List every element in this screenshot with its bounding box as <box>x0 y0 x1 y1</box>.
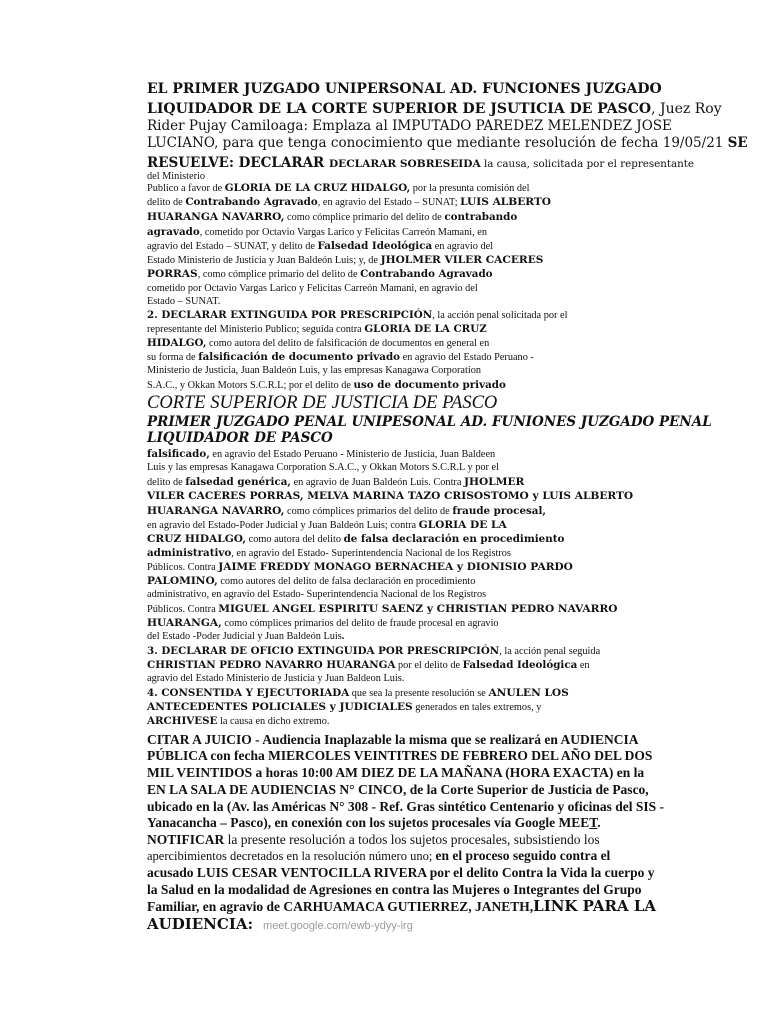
para1-line-8: PORRAS, como cómplice primario del delito de Contrabando Agravado <box>147 268 493 280</box>
citation-line-8: apercibimientos decretados en la resolución número uno; en el proceso seguido contra el <box>147 848 611 863</box>
para3-line-4: VILER CACERES PORRAS, MELVA MARINA TAZO CRISOSTOMO y LUIS ALBERTO <box>147 490 634 502</box>
para3-line-2: Luis y las empresas Kanagawa Corporation S.A.C., y Okkan Motors S.C.R.L y por el <box>147 462 499 473</box>
para3-line-14: del Estado -Poder Judicial y Juan Baldeón Luis. <box>147 631 345 642</box>
para2-line-1: 2. DECLARAR EXTINGUIDA POR PRESCRIPCIÓN, la acción penal solicitada por el <box>147 309 568 321</box>
para1-line-7: Estado Ministerio de Justicia y Juan Baldeón Luis; y, de JHOLMER VILER CACERES <box>147 254 544 266</box>
para2-line-2: representante del Ministerio Publico; seguida contra GLORIA DE LA CRUZ <box>147 323 487 335</box>
para5-line-2: ANTECEDENTES POLICIALES y JUDICIALES generados en tales extremos, y <box>147 701 542 713</box>
para4-line-2: CHRISTIAN PEDRO NAVARRO HUARANGA por el delito de Falsedad Ideológica en <box>147 659 590 671</box>
citation-line-5: ubicado en la (Av. las Américas N° 308 - Ref. Gras sintético Centenario y oficinas del SIS - <box>147 799 664 814</box>
para1-line-6: agravio del Estado – SUNAT, y delito de Falsedad Ideológica en agravio del <box>147 240 494 252</box>
citation-line-12: AUDIENCIA: meet.google.com/ewb-ydyy-irg <box>147 915 413 933</box>
court-subtitle-2: LIQUIDADOR DE PASCO <box>147 430 333 446</box>
para3-line-13: HUARANGA, como cómplices primarios del delito de fraude procesal en agravio <box>147 617 499 629</box>
para3-line-12: Públicos. Contra MIGUEL ANGEL ESPIRITU SAENZ y CHRISTIAN PEDRO NAVARRO <box>147 603 618 615</box>
para2-line-4: su forma de falsificación de documento privado en agravio del Estado Peruano - <box>147 351 534 363</box>
para5-line-3: ARCHIVESE la causa en dicho extremo. <box>147 715 330 727</box>
para3-line-10: PALOMINO, como autores del delito de falsa declaración en procedimiento <box>147 575 476 587</box>
citation-line-11: Familiar, en agravio de CARHUAMACA GUTIERREZ, JANETH,LINK PARA LA <box>147 897 657 915</box>
para4-line-1: 3. DECLARAR DE OFICIO EXTINGUIDA POR PRESCRIPCIÓN, la acción penal seguida <box>147 645 601 657</box>
para3-line-9: Públicos. Contra JAIME FREDDY MONAGO BERNACHEA y DIONISIO PARDO <box>147 561 573 573</box>
header-line-3: Rider Pujay Camiloaga: Emplaza al IMPUTADO PAREDEZ MELENDEZ JOSE <box>147 118 672 134</box>
para3-line-8: administrativo, en agravio del Estado- Superintendencia Nacional de los Registros <box>147 547 511 559</box>
para1-line-1: del Ministerio <box>147 171 206 182</box>
citation-line-10: la Salud en la modalidad de Agresiones en contra las Mujeres o Integrantes del Grupo <box>147 882 642 897</box>
citation-line-9: acusado LUIS CESAR VENTOCILLA RIVERA por el delito Contra la Vida la cuerpo y <box>147 865 655 880</box>
meet-link[interactable]: meet.google.com/ewb-ydyy-irg <box>263 920 413 932</box>
para3-line-11: administrativo, en agravio del Estado- Superintendencia Nacional de los Registros <box>147 589 487 600</box>
para3-line-3: delito de falsedad genérica, en agravio de Juan Baldeón Luis. Contra JHOLMER <box>147 476 525 488</box>
court-title: CORTE SUPERIOR DE JUSTICIA DE PASCO <box>147 393 498 413</box>
citation-line-2: PÚBLICA con fecha MIERCOLES VEINTITRES DE FEBRERO DEL AÑO DEL DOS <box>147 748 653 763</box>
para3-line-6: en agravio del Estado-Poder Judicial y Juan Baldeón Luis; contra GLORIA DE LA <box>147 519 507 531</box>
para2-line-5: Ministerio de Justicia, Juan Baldeón Luis, y las empresas Kanagawa Corporation <box>147 365 482 376</box>
para1-line-3: delito de Contrabando Agravado, en agravio del Estado – SUNAT; LUIS ALBERTO <box>147 196 551 208</box>
header-line-5: RESUELVE: DECLARAR DECLARAR SOBRESEIDA la causa, solicitada por el representante <box>147 155 694 171</box>
para3-line-7: CRUZ HIDALGO, como autora del delito de falsa declaración en procedimiento <box>147 533 565 545</box>
para1-line-2: Publico a favor de GLORIA DE LA CRUZ HIDALGO, por la presunta comisión del <box>147 182 530 194</box>
citation-line-7: NOTIFICAR la presente resolución a todos los sujetos procesales, subsistiendo los <box>147 832 600 847</box>
header-line-4: LUCIANO, para que tenga conocimiento que mediante resolución de fecha 19/05/21 SE <box>147 135 748 151</box>
citation-line-3: MIL VEINTIDOS a horas 10:00 AM DIEZ DE LA MAÑANA (HORA EXACTA) en la <box>147 765 645 780</box>
para2-line-6: S.A.C., y Okkan Motors S.C.R.L; por el delito de uso de documento privado <box>147 379 506 391</box>
para1-line-4: HUARANGA NAVARRO, como cómplice primario del delito de contrabando <box>147 211 518 223</box>
para3-line-5: HUARANGA NAVARRO, como cómplices primarios del delito de fraude procesal, <box>147 505 546 517</box>
para5-line-1: 4. CONSENTIDA Y EJECUTORIADA que sea la presente resolución se ANULEN LOS <box>147 687 569 699</box>
header-line-1: EL PRIMER JUZGADO UNIPERSONAL AD. FUNCIONES JUZGADO <box>147 81 662 97</box>
para1-line-5: agravado, cometido por Octavio Vargas Larico y Felicitas Carreón Mamani, en <box>147 226 487 238</box>
para1-line-9: cometido por Octavio Vargas Larico y Felicitas Carreón Mamani, en agravio del <box>147 283 478 294</box>
citation-line-1: CITAR A JUICIO - Audiencia Inaplazable la misma que se realizará en AUDIENCIA <box>147 732 639 747</box>
court-subtitle-1: PRIMER JUZGADO PENAL UNIPESONAL AD. FUNIONES JUZGADO PENAL <box>147 414 712 430</box>
citation-line-6: Yanacancha – Pasco), en conexión con los sujetos procesales vía Google MEET. <box>147 815 601 830</box>
header-line-2: LIQUIDADOR DE LA CORTE SUPERIOR DE JSUTICIA DE PASCO, Juez Roy <box>147 101 722 117</box>
para3-line-1: falsificado, en agravio del Estado Peruano - Ministerio de Justicia, Juan Baldeen <box>147 448 496 460</box>
para2-line-3: HIDALGO, como autora del delito de falsificación de documentos en general en <box>147 337 490 349</box>
citation-line-4: EN LA SALA DE AUDIENCIAS N° CINCO, de la Corte Superior de Justicia de Pasco, <box>147 782 649 797</box>
para4-line-3: agravio del Estado Ministerio de Justicia y Juan Baldeon Luis. <box>147 673 405 684</box>
para1-line-10: Estado – SUNAT. <box>147 296 221 307</box>
